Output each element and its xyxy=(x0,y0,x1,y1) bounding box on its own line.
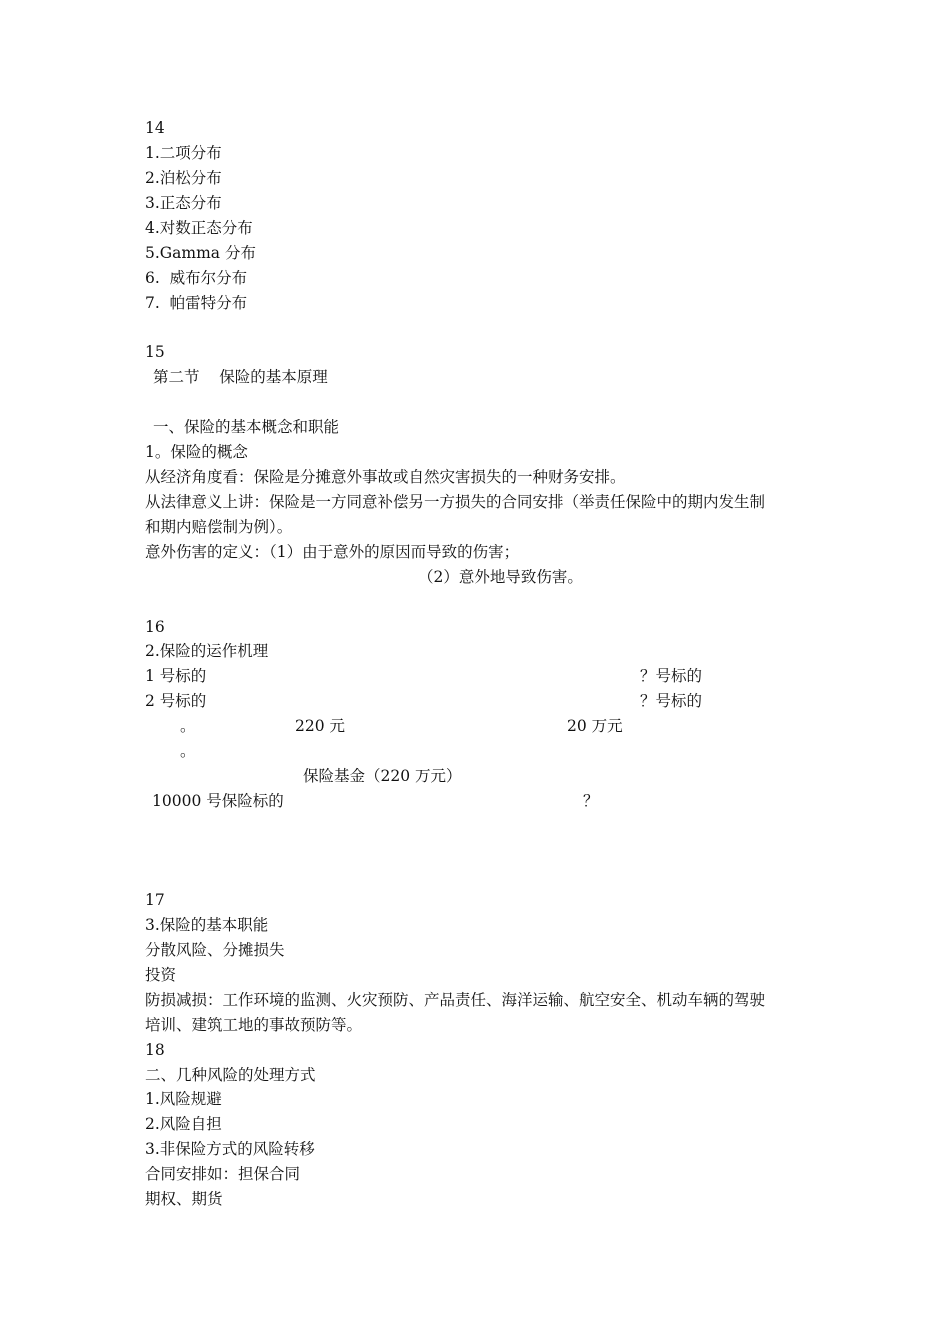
list-item: 6. 威布尔分布 xyxy=(145,269,248,287)
list-item: 3.正态分布 xyxy=(145,194,222,212)
page-number-15: 15 xyxy=(145,343,165,361)
injury-definition: 意外伤害的定义：（1）由于意外的原因而导致的伤害； xyxy=(145,543,520,561)
diagram-fund: 保险基金（220 万元） xyxy=(303,767,462,785)
function-item: 防损减损：工作环境的监测、火灾预防、产品责任、海洋运输、航空安全、机动车辆的驾驶 xyxy=(145,991,766,1009)
section-heading: 第二节 保险的基本原理 xyxy=(153,368,328,386)
paragraph-legal-cont: 和期内赔偿制为例）。 xyxy=(145,518,293,536)
options-text: 期权、期货 xyxy=(145,1190,223,1208)
diagram-payout: 20 万元 xyxy=(567,717,623,735)
list-item: 1.风险规避 xyxy=(145,1090,222,1108)
contract-text: 合同安排如：担保合同 xyxy=(145,1165,301,1183)
function-item: 分散风险、分摊损失 xyxy=(145,941,285,959)
section-heading: 二、几种风险的处理方式 xyxy=(145,1066,316,1084)
diagram-premium: 220 元 xyxy=(295,717,346,735)
list-item: 5.Gamma 分布 xyxy=(145,244,256,262)
diagram-label-left: 1 号标的 xyxy=(145,667,207,685)
page-number-18: 18 xyxy=(145,1041,165,1059)
diagram-label-right: ？号标的 xyxy=(640,667,703,685)
paragraph-legal: 从法律意义上讲：保险是一方同意补偿另一方损失的合同安排（举责任保险中的期内发生制 xyxy=(145,493,766,511)
diagram-label-left: 10000 号保险标的 xyxy=(152,792,284,810)
injury-definition-cont: （2）意外地导致伤害。 xyxy=(418,568,583,586)
list-item: 3.非保险方式的风险转移 xyxy=(145,1140,315,1158)
list-item: 7. 帕雷特分布 xyxy=(145,294,248,312)
concept-title: 1。保险的概念 xyxy=(145,443,248,461)
list-item: 2.泊松分布 xyxy=(145,169,222,187)
diagram-label-left: 2 号标的 xyxy=(145,692,207,710)
section-title: 3.保险的基本职能 xyxy=(145,916,269,934)
page-number-14: 14 xyxy=(145,119,165,137)
section-title: 2.保险的运作机理 xyxy=(145,642,269,660)
diagram-dot: 。 xyxy=(180,717,196,735)
diagram-question: ？ xyxy=(583,792,599,810)
diagram-dot: 。 xyxy=(180,742,196,760)
list-item: 1.二项分布 xyxy=(145,144,222,162)
list-item: 4.对数正态分布 xyxy=(145,219,253,237)
function-item: 投资 xyxy=(145,966,177,984)
function-item-cont: 培训、建筑工地的事故预防等。 xyxy=(145,1016,363,1034)
list-item: 2.风险自担 xyxy=(145,1115,222,1133)
diagram-label-right: ？号标的 xyxy=(640,692,703,710)
paragraph-economic: 从经济角度看：保险是分摊意外事故或自然灾害损失的一种财务安排。 xyxy=(145,468,626,486)
subsection-heading: 一、保险的基本概念和职能 xyxy=(153,418,340,436)
page-number-17: 17 xyxy=(145,891,165,909)
page-number-16: 16 xyxy=(145,618,165,636)
